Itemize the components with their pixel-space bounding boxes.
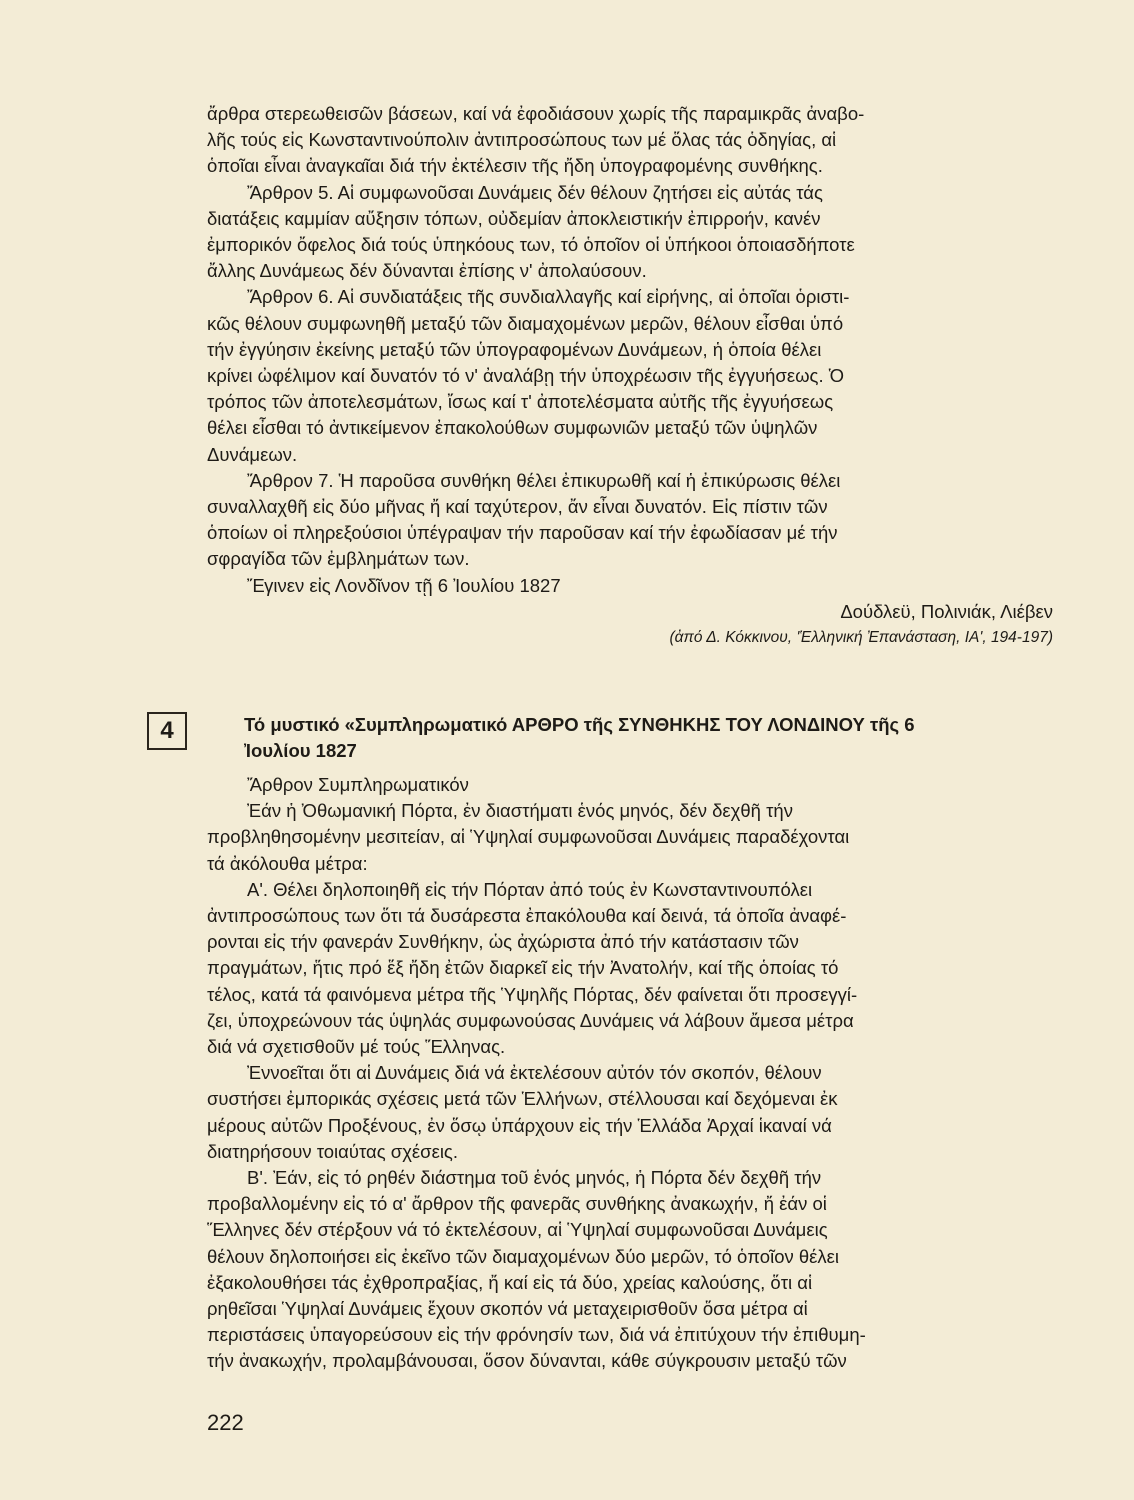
text-line: Ἄρθρον 5. Αἱ συμφωνοῦσαι Δυνάμεις δέν θέλουν ζητήσει εἰς αὐτάς τάς	[247, 181, 823, 203]
text-line: τρόπος τῶν ἀποτελεσμάτων, ἴσως καί τ' ἀποτελέσματα αὐτῆς τῆς ἐγγυήσεως	[207, 391, 834, 413]
text-line: κῶς θέλουν συμφωνηθῆ μεταξύ τῶν διαμαχομένων μερῶν, θέλουν εἶσθαι ὑπό	[207, 312, 844, 334]
text-line: ἄρθρα στερεωθεισῶν βάσεων, καί νά ἐφοδιάσουν χωρίς τῆς παραμικρᾶς ἀναβο-	[207, 103, 865, 124]
text-line: Α'. Θέλει δηλοποιηθῆ εἰς τήν Πόρταν ἀπό τούς ἐν Κωνσταντινουπόλει	[247, 878, 813, 900]
text-line: διατηρήσουν τοιαύτας σχέσεις.	[207, 1140, 458, 1162]
text-line: λῆς τούς εἰς Κωνσταντινούπολιν ἀντιπροσώπους των μέ ὅλας τάς ὁδηγίας, αἱ	[207, 129, 837, 151]
text-line: Ἄρθρον 6. Αἱ συνδιατάξεις τῆς συνδιαλλαγῆς καί εἰρήνης, αἱ ὁποῖαι ὁριστι-	[247, 286, 850, 308]
text-line: Ἔγινεν εἰς Λονδῖνον τῇ 6 Ἰουλίου 1827	[247, 574, 561, 596]
text-line: προβληθησομένην μεσιτείαν, αἱ Ὑψηλαί συμφωνοῦσαι Δυνάμεις παραδέχονται	[207, 826, 850, 848]
signatories: Δούδλεϋ, Πολινιάκ, Λιέβεν	[840, 600, 1053, 622]
text-line: μέρους αὐτῶν Προξένους, ἐν ὅσῳ ὑπάρχουν εἰς τήν Ἑλλάδα Ἀρχαί ἱκαναί νά	[207, 1114, 832, 1136]
text-line: ρηθεῖσαι Ὑψηλαί Δυνάμεις ἔχουν σκοπόν νά μεταχειρισθοῦν ὅσα μέτρα αἱ	[207, 1298, 808, 1320]
text-line: πραγμάτων, ἥτις πρό ἕξ ἤδη ἐτῶν διαρκεῖ εἰς τήν Ἀνατολήν, καί τῆς ὁποίας τό	[207, 957, 839, 979]
text-line: διατάξεις καμμίαν αὔξησιν τόπων, οὐδεμίαν ἀποκλειστικήν ἐπιρροήν, κανέν	[207, 207, 821, 229]
text-line: ἀντιπροσώπους των ὅτι τά δυσάρεστα ἐπακόλουθα καί δεινά, τά ὁποῖα ἀναφέ-	[207, 905, 847, 927]
text-line: τέλος, κατά τά φαινόμενα μέτρα τῆς Ὑψηλῆς Πόρτας, δέν φαίνεται ὅτι προσεγγί-	[207, 983, 858, 1005]
text-line: ἐξακολουθήσει τάς ἐχθροπραξίας, ἤ καί εἰς τά δύο, χρείας καλούσης, ὅτι αἱ	[207, 1271, 813, 1293]
text-line: σφραγίδα τῶν ἐμβλημάτων των.	[207, 548, 470, 570]
text-line: ζει, ὑποχρεώνουν τάς ὑψηλάς συμφωνούσας Δυνάμεις νά λάβουν ἄμεσα μέτρα	[207, 1009, 854, 1031]
text-line: ὁποῖαι εἶναι ἀναγκαῖαι διά τήν ἐκτέλεσιν τῆς ἤδη ὑπογραφομένης συνθήκης.	[207, 155, 823, 177]
text-line: Ἐννοεῖται ὅτι αἱ Δυνάμεις διά νά ἐκτελέσουν αὐτόν τόν σκοπόν, θέλουν	[247, 1062, 822, 1084]
text-line: ἐμπορικόν ὄφελος διά τούς ὑπηκόους των, τό ὁποῖον οἱ ὑπήκοοι ὁποιασδήποτε	[207, 234, 855, 256]
text-line: διά νά σχετισθοῦν μέ τούς Ἕλληνας.	[207, 1036, 506, 1058]
text-line: θέλει εἶσθαι τό ἀντικείμενον ἐπακολούθων συμφωνιῶν μεταξύ τῶν ὑψηλῶν	[207, 417, 818, 439]
text-line: τά ἀκόλουθα μέτρα:	[207, 852, 368, 874]
text-line: τήν ἐγγύησιν ἐκείνης μεταξύ τῶν ὑπογραφομένων Δυνάμεων, ἡ ὁποία θέλει	[207, 338, 822, 360]
section-heading	[244, 712, 1054, 764]
text-line: κρίνει ὠφέλιμον καί δυνατόν τό ν' ἀναλάβῃ τήν ὑποχρέωσιν τῆς ἐγγυήσεως. Ὁ	[207, 365, 845, 387]
text-line: ρονται εἰς τήν φανεράν Συνθήκην, ὡς ἀχώριστα ἀπό τήν κατάστασιν τῶν	[207, 931, 799, 953]
text-line: προβαλλομένην εἰς τό α' ἄρθρον τῆς φανερᾶς συνθήκης ἀνακωχήν, ἤ ἐάν οἱ	[207, 1193, 827, 1215]
text-line: ἄλλης Δυνάμεως δέν δύνανται ἐπίσης ν' ἀπολαύσουν.	[207, 260, 647, 282]
page-number: 222	[207, 1410, 244, 1435]
section-title-line: Ἰουλίου 1827	[244, 740, 357, 762]
text-line: Ἄρθρον Συμπληρωματικόν	[247, 774, 469, 795]
text-line: Ἐάν ἡ Ὀθωμανική Πόρτα, ἐν διαστήματι ἑνός μηνός, δέν δεχθῆ τήν	[247, 800, 793, 822]
text-line: Ἄρθρον 7. Ἡ παροῦσα συνθήκη θέλει ἐπικυρωθῆ καί ἡ ἐπικύρωσις θέλει	[247, 469, 841, 491]
text-line: συναλλαχθῆ εἰς δύο μῆνας ἤ καί ταχύτερον, ἄν εἶναι δυνατόν. Εἰς πίστιν τῶν	[207, 496, 828, 518]
article-text-bottom	[207, 772, 1053, 1375]
text-line: Δυνάμεων.	[207, 443, 298, 465]
text-line: θέλουν δηλοποιήσει εἰς ἐκεῖνο τῶν διαμαχομένων δύο μερῶν, τό ὁποῖον θέλει	[207, 1245, 840, 1267]
section-number-badge: 4	[147, 712, 187, 750]
section-title-line: Τό μυστικό «Συμπληρωματικό ΑΡΘΡΟ τῆς ΣΥΝΘΗΚΗΣ ΤΟΥ ΛΟΝΔΙΝΟΥ τῆς 6	[244, 714, 915, 735]
article-text-top	[207, 101, 1053, 651]
text-line: περιστάσεις ὑπαγορεύσουν εἰς τήν φρόνησίν των, διά νά ἐπιτύχουν τήν ἐπιθυμη-	[207, 1324, 866, 1346]
text-line: συστήσει ἐμπορικάς σχέσεις μετά τῶν Ἑλλήνων, στέλλουσαι καί δεχόμεναι ἐκ	[207, 1088, 838, 1110]
text-line: ὁποίων οἱ πληρεξούσιοι ὑπέγραψαν τήν παροῦσαν καί τήν ἐφωδίασαν μέ τήν	[207, 522, 838, 544]
citation: (ἀπό Δ. Κόκκινου, 'Ἑλληνική Ἐπανάσταση, ΙΑ', 194-197)	[669, 629, 1053, 647]
text-line: Β'. Ἐάν, εἰς τό ρηθέν διάστημα τοῦ ἑνός μηνός, ἡ Πόρτα δέν δεχθῆ τήν	[247, 1167, 822, 1189]
text-line: Ἕλληνες δέν στέρξουν νά τό ἐκτελέσουν, αἱ Ὑψηλαί συμφωνοῦσαι Δυνάμεις	[207, 1219, 828, 1241]
text-line: τήν ἀνακωχήν, προλαμβάνουσαι, ὅσον δύνανται, κάθε σύγκρουσιν μεταξύ τῶν	[207, 1350, 847, 1372]
